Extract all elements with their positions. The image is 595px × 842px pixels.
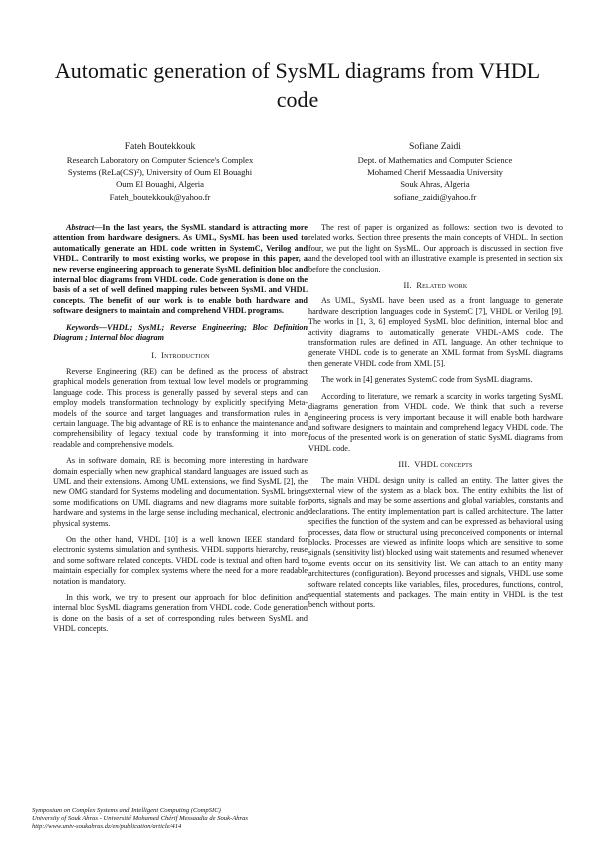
section-number: II. (403, 281, 412, 291)
paragraph: Reverse Engineering (RE) can be defined as the process of abstract graphical models generation from textual low level models or programming language code. This process is generally passed by several steps and can employ models transformation technology by explicitly specifying Meta-models of the source and target languages and transformation rules in a certain language. The big advantage of RE is to enhance the maintenance and comprehensibility of legacy textual code by transforming it into more readable and comprehensive models. (53, 366, 308, 449)
keywords (53, 323, 308, 344)
section-number: III. (398, 460, 410, 470)
section-heading-introduction (53, 351, 308, 361)
author-affiliation-line: Oum El Bouaghi, Algeria (116, 179, 204, 190)
abstract-text: In the last years, the SysML standard is attracting more attention from hardware designers. As UML, SysML has been used to automatically generate an HDL code written in SystemC, Verilog and VHDL. Contrarily to most existing works, we propose in this paper, a new reverse engineering approach to generate SysML definition bloc and internal bloc diagrams from VHDL code. Code generation is done on the basis of a set of well defined mapping rules between SysML and VHDL concepts. The benefit of our work is to enable both hardware and software designers to maintain and comprehend VHDL programs. (53, 223, 308, 316)
paragraph: The main VHDL design unity is called an entity. The latter gives the external view of the system as a black box. The entity exhibits the list of ports, signals and may be some assertions and global variables, constants and declarations. The entity implementation part is called architecture. The latter specifies the function of the system and can be expressed as behavioral using processes, data flow or structural using preconceived components or internal blocks. Processes are viewed as infinite loops which are sensitive to some signals (sensitivity list) blocked using wait statements and resumed whenever some events occur on its sensitivity list. We can attach to an entity many architectures (configuration). Beyond processes and signals, VHDL use some software related concepts like variables, files, procedures, functions, control, sequential statements and packages. The main entity in VHDL is the test bench without ports. (308, 475, 563, 610)
paragraph: The rest of paper is organized as follows: section two is devoted to related works. Section three presents the main concepts of VHDL. In section four, we put the light on SysML. Our approach is discussed in section five and the developed tool with an illustrative example is presented in section six before the conclusion. (308, 223, 563, 274)
abstract-lead: Abstract— (66, 223, 103, 232)
paper-title: Automatic generation of SysML diagrams from VHDL code (54, 58, 541, 112)
author-name: Fateh Boutekkouk (124, 141, 196, 152)
section-title: Related work (416, 281, 468, 291)
abstract (53, 223, 308, 317)
author-email[interactable]: sofiane_zaidi@yahoo.fr (393, 191, 477, 202)
author-block-1 (35, 140, 285, 203)
section-number: I. (151, 351, 157, 361)
paragraph: As UML, SysML have been used as a front language to generate hardware description languages code in SystemC [7], VHDL or Verilog [9]. The works in [1, 3, 6] employed SysML bloc definition, internal bloc and activity diagrams to automatically generate VHDL-AMS code. The transformation rules are defined in ATL language. An other technique to generate VHDL code is to generate an XML format from SysML diagrams then generate VHDL code from XML [5]. (308, 296, 563, 368)
right-column (308, 223, 563, 617)
section-heading-vhdl-concepts (308, 460, 563, 470)
paragraph: As in software domain, RE is becoming more interesting in hardware domain especially when new graphical standard languages are issued such as UML and their extensions. Among UML extensions, we find SysML [2], the new OMG standard for Systems modeling and documentation. SysML brings some modifications on UML diagrams and new diagrams more suitable for hardware and systems in the large sense including mechanical, electronic and physical systems. (53, 456, 308, 528)
keywords-text: VHDL; SysML; Reverse Engineering; Bloc Definition Diagram ; Internal bloc diagram (53, 322, 308, 343)
paragraph: On the other hand, VHDL [10] is a well known IEEE standard for electronic systems simulation and synthesis. VHDL supports hierarchy, reuse and some software related concepts. VHDL code is textual and often hard to maintain especially for complex systems where the need for a more readable notation is mandatory. (53, 534, 308, 586)
author-affiliation-line: Systems (ReLa(CS)²), University of Oum El Bouaghi (67, 167, 253, 178)
author-affiliation-line: Souk Ahras, Algeria (400, 179, 470, 190)
author-block-2 (310, 140, 560, 203)
footer (32, 807, 432, 831)
footer-line: Symposium on Complex Systems and Intelligent Computing (CompSIC) (32, 807, 221, 814)
keywords-lead: Keywords— (66, 322, 107, 332)
author-affiliation-line: Dept. of Mathematics and Computer Science (357, 155, 513, 165)
paragraph: According to literature, we remark a scarcity in works targeting SysML diagrams generation from VHDL code. We think that such a reverse engineering process is very important because it will enable both hardware and software designers to maintain and comprehend legacy VHDL code. The focus of the presented work is on generation of static SysML diagrams from VHDL code. (308, 391, 563, 453)
paragraph: In this work, we try to present our approach for bloc definition and internal bloc SysML diagrams generation from VHDL code. Code generation is done on the basis of a set of corresponding rules between SysML and VHDL concepts. (53, 593, 308, 634)
section-title: VHDL concepts (414, 460, 473, 470)
author-affiliation-line: Research Laboratory on Computer Science's Complex (66, 155, 254, 165)
left-column (53, 223, 308, 641)
author-affiliation-line: Mohamed Cherif Messaadia University (367, 167, 503, 178)
author-email[interactable]: Fateh_boutekkouk@yahoo.fr (109, 191, 211, 202)
footer-line: University of Souk Ahras - Université Mohamed Chérif Messaadia de Souk-Ahras (32, 815, 248, 822)
footer-link[interactable]: http://www.univ-soukahras.dz/en/publication/article/414 (32, 823, 182, 830)
paragraph: The work in [4] generates SystemC code from SysML diagrams. (321, 375, 533, 385)
section-title: Introduction (161, 351, 210, 361)
author-name: Sofiane Zaidi (409, 141, 461, 152)
section-heading-related-work (308, 281, 563, 291)
